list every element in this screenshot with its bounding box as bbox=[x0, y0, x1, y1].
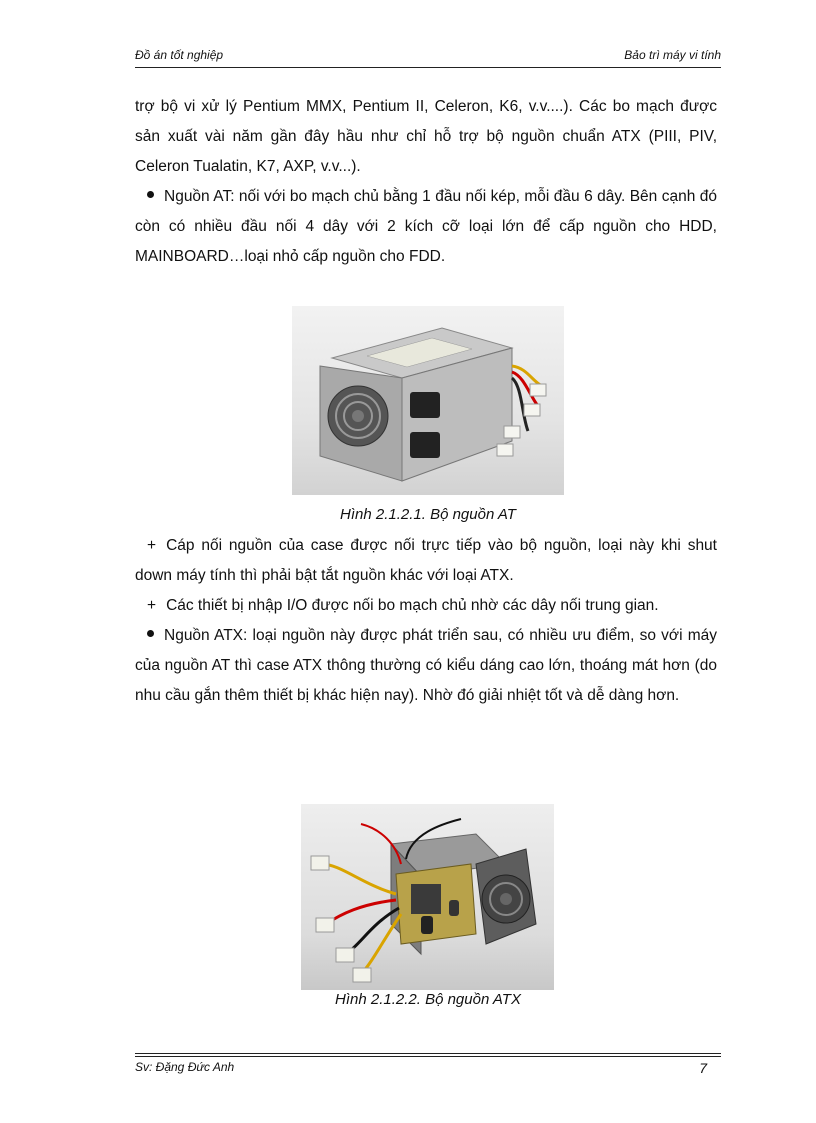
figure-at-power-supply bbox=[292, 306, 564, 495]
header-left-title: Đồ án tốt nghiệp bbox=[135, 48, 224, 62]
figure-atx-power-supply bbox=[301, 804, 554, 990]
bullet-paragraph-at bbox=[135, 182, 717, 272]
bullet-text-at: Nguồn AT: nối với bo mạch chủ bằng 1 đầu nối kép, mỗi đầu 6 dây. Bên cạnh đó còn có nhiều đầu nối 4 dây với 2 kích cỡ loại lớn để cấp nguồn cho HDD, MAINBOARD…loại nhỏ cấp nguồn cho FDD. bbox=[135, 188, 717, 265]
footer-author: Sv: Đặng Đức Anh bbox=[135, 1060, 235, 1074]
page-footer bbox=[135, 1060, 721, 1078]
footer-rule bbox=[135, 1053, 721, 1054]
plus-paragraph-1 bbox=[135, 531, 717, 591]
body-text-middle bbox=[135, 531, 717, 711]
figure-caption-atx: Hình 2.1.2.2. Bộ nguồn ATX bbox=[335, 991, 521, 1008]
page-number: 7 bbox=[699, 1060, 707, 1076]
page-header bbox=[135, 48, 721, 66]
footer-rule-double bbox=[135, 1056, 721, 1057]
figure-caption-at: Hình 2.1.2.1. Bộ nguồn AT bbox=[340, 506, 516, 523]
bullet-dot-icon bbox=[147, 630, 154, 637]
atx-power-supply-image bbox=[301, 804, 554, 990]
plus-marker: + bbox=[147, 597, 157, 614]
header-rule bbox=[135, 67, 721, 68]
at-power-supply-image bbox=[292, 306, 564, 495]
body-text-top bbox=[135, 92, 717, 272]
plus-marker: + bbox=[147, 537, 157, 554]
bullet-paragraph-atx bbox=[135, 621, 717, 711]
bullet-text-atx: Nguồn ATX: loại nguồn này được phát triển sau, có nhiều ưu điểm, so với máy của nguồn AT thì case ATX thông thường có kiểu dáng cao lớn, thoáng mát hơn (do nhu cầu gắn thêm thiết bị khác hiện nay). Nhờ đó giải nhiệt tốt và dễ dàng hơn. bbox=[135, 627, 717, 704]
plus-text-1: Cáp nối nguồn của case được nối trực tiếp vào bộ nguồn, loại này khi shut down máy tính thì phải bật tắt nguồn khác với loại ATX. bbox=[135, 537, 717, 584]
plus-text-2: Các thiết bị nhập I/O được nối bo mạch chủ nhờ các dây nối trung gian. bbox=[166, 597, 659, 614]
paragraph-continuation: trợ bộ vi xử lý Pentium MMX, Pentium II, Celeron, K6, v.v....). Các bo mạch được sản xuất vài năm gần đây hầu như chỉ hỗ trợ bộ nguồn chuẩn ATX (PIII, PIV, Celeron Tualatin, K7, AXP, v.v...). bbox=[135, 98, 717, 175]
header-right-title: Bảo trì máy vi tính bbox=[624, 48, 721, 62]
plus-paragraph-2 bbox=[135, 591, 717, 621]
bullet-dot-icon bbox=[147, 191, 154, 198]
